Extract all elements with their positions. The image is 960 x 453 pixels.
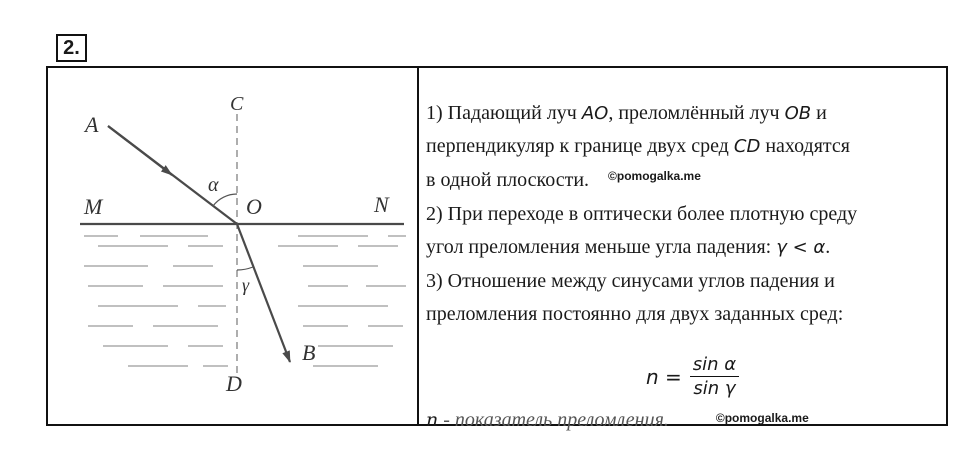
label-n: N	[374, 192, 389, 217]
water-hatching	[84, 236, 406, 366]
line-1-text-b: , преломлённый луч	[608, 102, 785, 124]
label-a: A	[85, 112, 99, 137]
inequality-gamma-alpha: γ < α	[776, 237, 826, 258]
incident-ray-arrow	[108, 126, 172, 175]
note-description: - показатель преломления.	[438, 409, 669, 431]
line-2	[426, 134, 850, 159]
line-5-text-a: угол преломления меньше угла падения:	[426, 236, 777, 258]
formula-fraction	[690, 354, 739, 399]
line-4-text: 2) При переходе в оптически более плотную среду	[426, 203, 858, 225]
line-1-text-a: 1) Падающий луч	[426, 102, 582, 124]
line-7-text: преломления постоянно для двух заданных сред:	[426, 303, 844, 325]
line-7	[426, 302, 843, 326]
note-term: n	[426, 409, 439, 431]
column-divider	[417, 68, 419, 424]
formula-numerator: sin α	[690, 354, 739, 377]
task-number: 2.	[56, 34, 87, 62]
label-m: M	[84, 194, 103, 219]
refraction-diagram	[48, 68, 417, 424]
line-2-text-a: перпендикуляр к границе двух сред	[426, 135, 734, 157]
watermark-1: ©pomogalka.me	[608, 169, 701, 183]
formula-lhs: n =	[646, 364, 682, 389]
line-5	[426, 235, 830, 260]
angle-gamma-arc	[237, 267, 253, 270]
refraction-figure	[48, 68, 417, 424]
line-1-text-c: и	[811, 102, 827, 124]
line-3-text: в одной плоскости.	[426, 169, 590, 191]
ray-ob-symbol: OB	[784, 103, 812, 124]
line-2-text-b: находятся	[760, 135, 850, 157]
refraction-formula	[646, 354, 739, 399]
label-o: O	[246, 194, 262, 219]
label-b: B	[302, 340, 316, 365]
line-note	[426, 408, 809, 434]
line-3	[426, 168, 701, 194]
normal-cd-symbol: CD	[733, 136, 761, 157]
line-6	[426, 269, 835, 293]
line-4	[426, 202, 857, 226]
label-c: C	[230, 93, 244, 115]
ray-ao-symbol: AO	[581, 103, 609, 124]
formula-denominator: sin γ	[693, 378, 736, 399]
label-gamma: γ	[242, 275, 250, 295]
label-d: D	[226, 371, 242, 396]
line-5-text-b: .	[825, 236, 831, 258]
line-6-text: 3) Отношение между синусами углов падения и	[426, 270, 835, 292]
watermark-2: ©pomogalka.me	[715, 411, 809, 425]
label-alpha: α	[208, 174, 219, 196]
content-table	[46, 66, 948, 431]
line-1	[426, 101, 827, 126]
